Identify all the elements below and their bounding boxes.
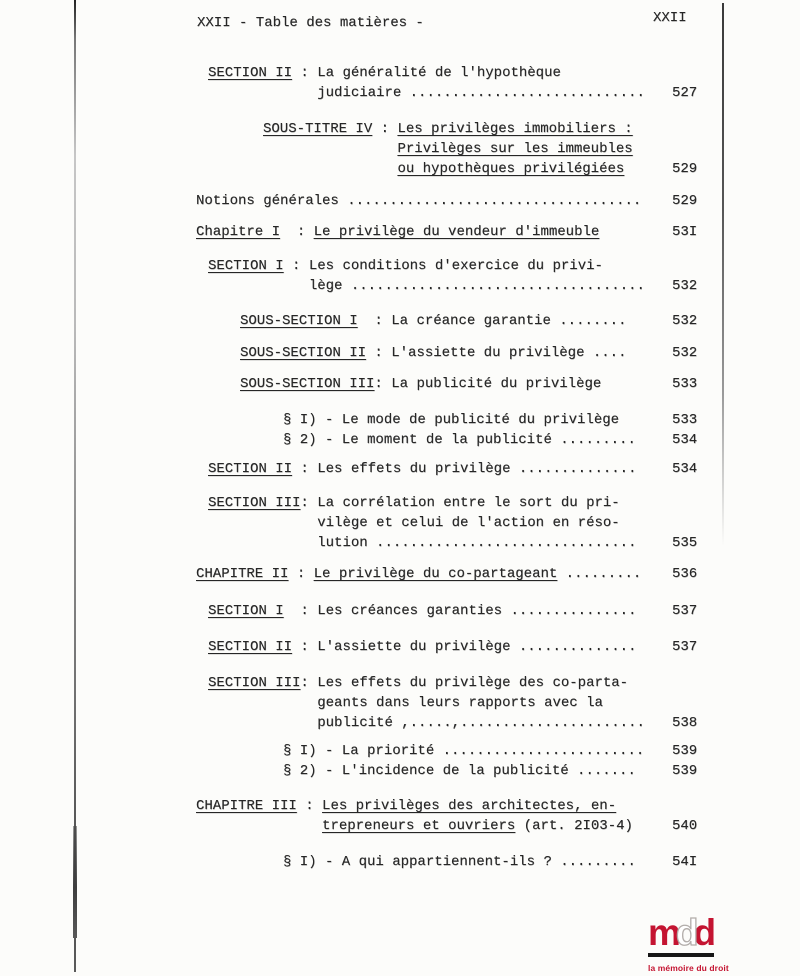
toc-entry-line: § I) - Le mode de publicité du privilège <box>283 412 620 428</box>
logo-letter-d-outline: d <box>675 912 696 953</box>
toc-entry-text <box>317 637 636 657</box>
toc-entry <box>0 673 800 733</box>
toc-entry-page-number: 534 <box>672 461 698 477</box>
toc-entry-line: geants dans leurs rapports avec la <box>317 695 603 711</box>
toc-entry-separator: : <box>292 461 318 477</box>
toc-entry-line: Le privilège du co-partageant ......... <box>313 566 642 582</box>
toc-entry <box>0 63 800 103</box>
toc-entry-separator: : <box>292 639 318 655</box>
toc-entry-separator: : <box>283 603 318 619</box>
toc-entry-line: Les privilèges immobiliers : <box>397 121 633 137</box>
toc-entry-page-number: 533 <box>672 412 698 428</box>
toc-entry-text <box>309 256 645 296</box>
toc-entry-text <box>322 796 633 836</box>
toc-entry-label: SOUS-SECTION III <box>240 376 375 392</box>
mdd-logo-letters <box>648 912 728 953</box>
toc-entry-text <box>314 564 642 584</box>
logo-bar <box>648 953 714 957</box>
toc-entry-line: Le privilège du vendeur d'immeuble <box>313 224 600 240</box>
toc-entry <box>0 410 800 430</box>
toc-entry-page-number: 537 <box>672 603 698 619</box>
toc-entry <box>0 564 800 584</box>
toc-entry <box>0 119 800 179</box>
toc-entry-label: SECTION II <box>208 461 293 477</box>
toc-entry-separator: : <box>300 675 318 691</box>
logo-letter-m: m <box>648 912 678 953</box>
toc-entry-text <box>397 119 632 179</box>
toc-entry <box>0 796 800 836</box>
toc-entry-label: SECTION II <box>208 65 293 81</box>
toc-entry-line: La publicité du privilège <box>391 376 602 392</box>
toc-entry-text <box>317 601 636 621</box>
toc-entry-line: vilège et celui de l'action en réso- <box>317 515 620 531</box>
toc-entry <box>0 601 800 621</box>
toc-entry-label: SOUS-TITRE IV <box>263 121 373 137</box>
toc-entry-separator: : <box>296 798 323 814</box>
toc-entry-separator: : <box>374 376 392 392</box>
toc-entry-text <box>283 410 619 430</box>
toc-entry-separator: : <box>292 65 318 81</box>
toc-entry-separator: : <box>288 566 314 582</box>
toc-entry-line: § 2) - Le moment de la publicité ......... <box>283 432 636 448</box>
toc-entry-page-number: 53I <box>672 224 698 240</box>
logo-letter-d: d <box>693 912 714 953</box>
toc-entry-line: La généralité de l'hypothèque <box>317 65 561 81</box>
toc-entry-label: SECTION II <box>208 639 293 655</box>
toc-entry <box>0 343 800 363</box>
toc-entry <box>0 741 800 761</box>
toc-entry <box>0 459 800 479</box>
toc-entry-line: Les créances garanties ............... <box>317 603 637 619</box>
mdd-logo <box>648 912 729 973</box>
toc-entry-separator: : <box>366 345 392 361</box>
toc-entry <box>0 374 800 394</box>
toc-entry-text <box>283 761 636 781</box>
page-header-title: XXII - Table des matières - <box>197 15 424 31</box>
toc-entry-label: Chapitre I <box>196 224 281 240</box>
toc-entry-page-number: 529 <box>672 193 698 209</box>
toc-entry-line: ou hypothèques privilégiées <box>397 161 625 177</box>
toc-entry-line: La créance garantie ........ <box>391 313 627 329</box>
toc-entry-line: La corrélation entre le sort du pri- <box>317 495 620 511</box>
toc-entry-page-number: 536 <box>672 566 698 582</box>
toc-entry-page-number: 532 <box>672 345 698 361</box>
toc-entry-page-number: 539 <box>672 743 698 759</box>
toc-entry-line: Les conditions d'exercice du privi- <box>308 258 603 274</box>
toc-entry-line: lège ................................... <box>308 278 645 294</box>
toc-entry-line: § 2) - L'incidence de la publicité ....... <box>283 763 636 779</box>
toc-entry <box>0 852 800 872</box>
toc-entry-label: SECTION III <box>208 495 301 511</box>
toc-entry-page-number: 533 <box>672 376 698 392</box>
toc-entry-page-number: 54I <box>672 854 698 870</box>
toc-entry-label: SOUS-SECTION II <box>240 345 367 361</box>
toc-entry-label: SECTION III <box>208 675 301 691</box>
toc-entry-text <box>391 311 626 331</box>
toc-entry-text <box>317 493 636 553</box>
toc-entry <box>0 311 800 331</box>
toc-entry-page-number: 527 <box>672 85 698 101</box>
toc-entry <box>0 222 800 242</box>
toc-entry-line: judiciaire ............................ <box>317 85 645 101</box>
page-number-roman: XXII <box>653 10 687 26</box>
toc-entry-line: Les privilèges des architectes, en- <box>322 798 617 814</box>
toc-entry-label: SOUS-SECTION I <box>240 313 358 329</box>
toc-entry-line: Les effets du privilège des co-parta- <box>317 675 629 691</box>
toc-entry-page-number: 532 <box>672 278 698 294</box>
toc-entry-separator: : <box>300 495 318 511</box>
toc-entry-page-number: 529 <box>672 161 698 177</box>
toc-entry-page-number: 539 <box>672 763 698 779</box>
toc-entry-text <box>391 374 601 394</box>
toc-entry-line: publicité ,.....,...................... <box>317 715 645 731</box>
toc-entry-line: Les effets du privilège .............. <box>317 461 637 477</box>
toc-entry <box>0 761 800 781</box>
toc-entry-line: § I) - La priorité ........................ <box>283 743 645 759</box>
toc-entry <box>0 430 800 450</box>
toc-entry <box>0 493 800 553</box>
toc-entry-label: CHAPITRE II <box>196 566 289 582</box>
toc-entry-text <box>196 191 641 211</box>
toc-entry-text <box>314 222 600 242</box>
toc-entry-page-number: 537 <box>672 639 698 655</box>
toc-entry-label: CHAPITRE III <box>196 798 297 814</box>
toc-entry-line: lution ............................... <box>317 535 637 551</box>
logo-tagline: la mémoire du droit <box>648 963 729 973</box>
toc-entry-label: SECTION I <box>208 603 284 619</box>
toc-entry-separator: : <box>280 224 314 240</box>
toc-entry <box>0 256 800 296</box>
toc-entry-text <box>317 63 645 103</box>
toc-entry-page-number: 540 <box>672 818 698 834</box>
toc-entry-page-number: 535 <box>672 535 698 551</box>
toc-entry-page-number: 532 <box>672 313 698 329</box>
toc-entry-separator: : <box>372 121 398 137</box>
toc-entry-separator: : <box>357 313 392 329</box>
toc-entry-line: Notions générales ................................... <box>196 193 642 209</box>
toc-entry-page-number: 538 <box>672 715 698 731</box>
toc-entry-label: SECTION I <box>208 258 284 274</box>
toc-entry-text <box>283 852 636 872</box>
toc-entry-line: Privilèges sur les immeubles <box>397 141 633 157</box>
toc-entry-text <box>317 459 636 479</box>
toc-entry-text <box>391 343 626 363</box>
toc-entry-text <box>317 673 645 733</box>
toc-entry-page-number: 534 <box>672 432 698 448</box>
table-of-contents <box>0 63 800 872</box>
toc-entry-text <box>283 741 644 761</box>
toc-entry-line: L'assiette du privilège .............. <box>317 639 637 655</box>
toc-entry-line: trepreneurs et ouvriers (art. 2I03-4) <box>322 818 633 834</box>
toc-entry-line: § I) - A qui appartiennent-ils ? ......... <box>283 854 636 870</box>
toc-entry-line: L'assiette du privilège .... <box>391 345 627 361</box>
toc-entry <box>0 191 800 211</box>
toc-entry <box>0 637 800 657</box>
toc-entry-separator: : <box>283 258 309 274</box>
page-header <box>0 0 800 33</box>
toc-entry-text <box>283 430 636 450</box>
